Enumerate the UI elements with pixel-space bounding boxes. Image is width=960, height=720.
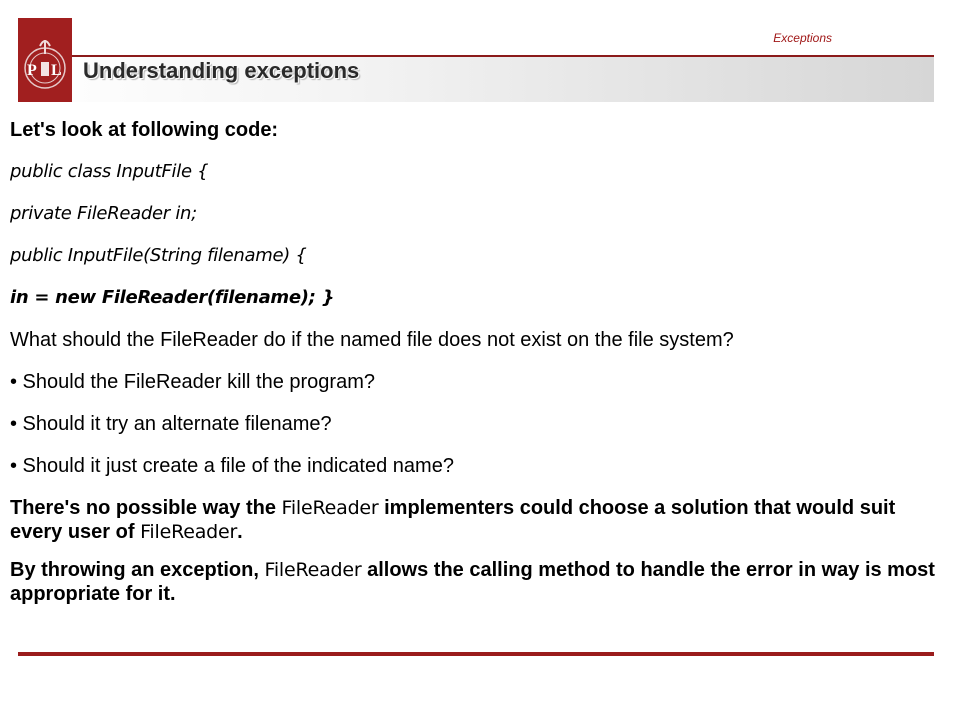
code-line-3: public InputFile(String filename) {	[10, 245, 307, 266]
conclusion-paragraph-2	[10, 558, 952, 606]
conclusion-1-part-3: .	[237, 521, 243, 543]
university-emblem-icon	[18, 18, 72, 102]
footer-divider	[18, 652, 934, 656]
bullet-item: • Should the FileReader kill the program?	[10, 371, 375, 393]
code-line-1: public class InputFile {	[10, 161, 209, 182]
conclusion-2-part-1: By throwing an exception,	[10, 559, 265, 581]
class-name-filereader: FileReader	[264, 559, 362, 581]
conclusion-1-part-2: implementers could choose a solution that would suit every user of	[10, 497, 896, 543]
slide-title: Understanding exceptions	[83, 58, 360, 83]
svg-text:L: L	[51, 62, 62, 79]
bullet-item: • Should it just create a file of the indicated name?	[10, 455, 454, 477]
code-line-4: in = new FileReader(filename); }	[10, 287, 335, 308]
class-name-filereader: FileReader	[281, 497, 379, 519]
bullet-item: • Should it try an alternate filename?	[10, 413, 332, 435]
question-text: What should the FileReader do if the named file does not exist on the file system?	[10, 329, 734, 351]
conclusion-2-part-2: allows the calling method to handle the error in way is most appropriate for it.	[10, 559, 935, 605]
intro-text: Let's look at following code:	[10, 119, 279, 141]
svg-text:P: P	[27, 62, 37, 79]
section-tag: Exceptions	[773, 31, 832, 45]
header-divider	[72, 55, 934, 57]
code-line-2: private FileReader in;	[10, 203, 197, 224]
slide-body	[10, 118, 952, 624]
class-name-filereader: FileReader	[140, 521, 238, 543]
conclusion-1-part-1: There's no possible way the	[10, 497, 282, 519]
conclusion-paragraph-1	[10, 496, 952, 544]
